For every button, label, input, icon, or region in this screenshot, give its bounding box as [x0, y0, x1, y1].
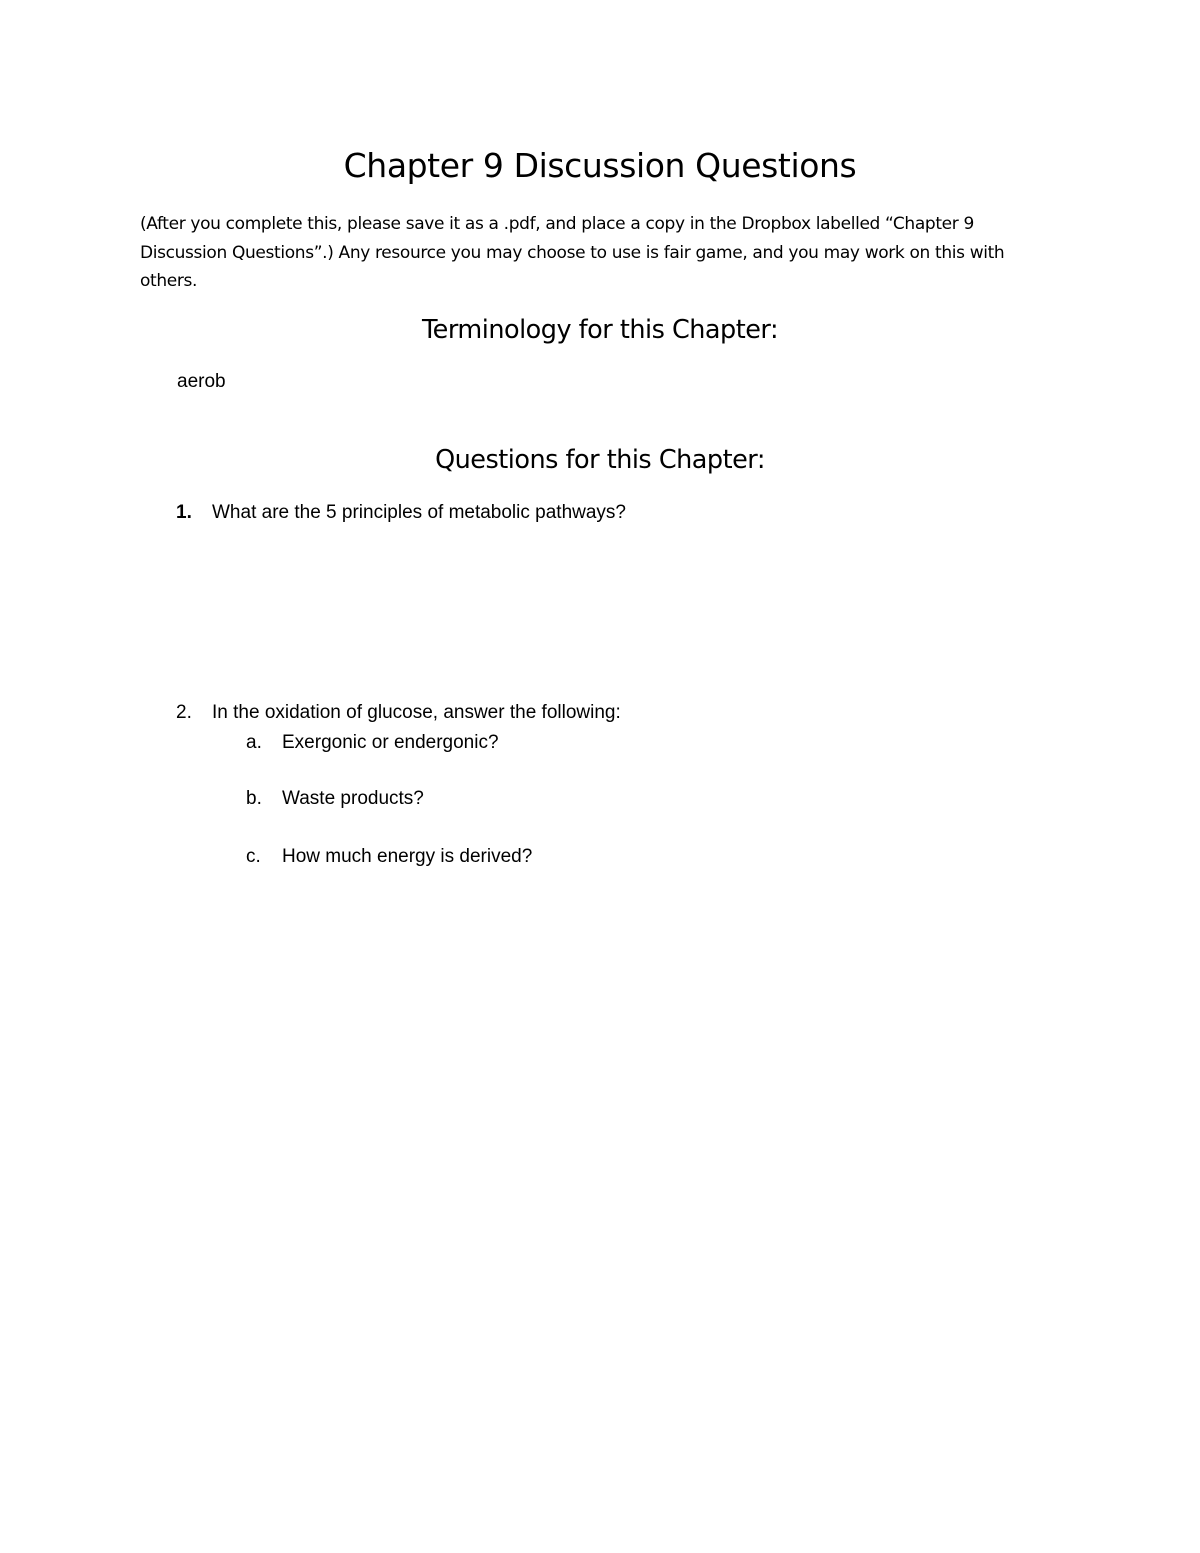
- subquestion-a: [246, 730, 499, 756]
- question-2: [176, 700, 621, 726]
- terminology-heading: Terminology for this Chapter:: [421, 315, 779, 345]
- question-text: In the oxidation of glucose, answer the following:: [212, 702, 621, 723]
- subquestion-text: Exergonic or endergonic?: [282, 732, 499, 753]
- question-text: What are the 5 principles of metabolic pathways?: [212, 502, 626, 523]
- term-item: aerob: [177, 371, 226, 392]
- subquestion-text: How much energy is derived?: [282, 846, 533, 867]
- instructions-paragraph: (After you complete this, please save it as a .pdf, and place a copy in the Dropbox labelled “Chapter 9 Discussion Questions”.) Any resource you may choose to use is fair game, and you may work on this with others.: [140, 214, 1005, 291]
- subquestion-text: Waste products?: [282, 788, 424, 809]
- question-1: [176, 500, 626, 526]
- question-number: 2.: [176, 702, 192, 723]
- subquestion-b: [246, 786, 424, 812]
- document-title: Chapter 9 Discussion Questions: [343, 146, 857, 185]
- subquestion-letter: b.: [246, 788, 262, 809]
- subquestion-letter: c.: [246, 846, 261, 867]
- question-number: 1.: [176, 502, 192, 523]
- subquestion-letter: a.: [246, 732, 262, 753]
- subquestion-c: [246, 844, 532, 870]
- questions-heading: Questions for this Chapter:: [435, 445, 765, 475]
